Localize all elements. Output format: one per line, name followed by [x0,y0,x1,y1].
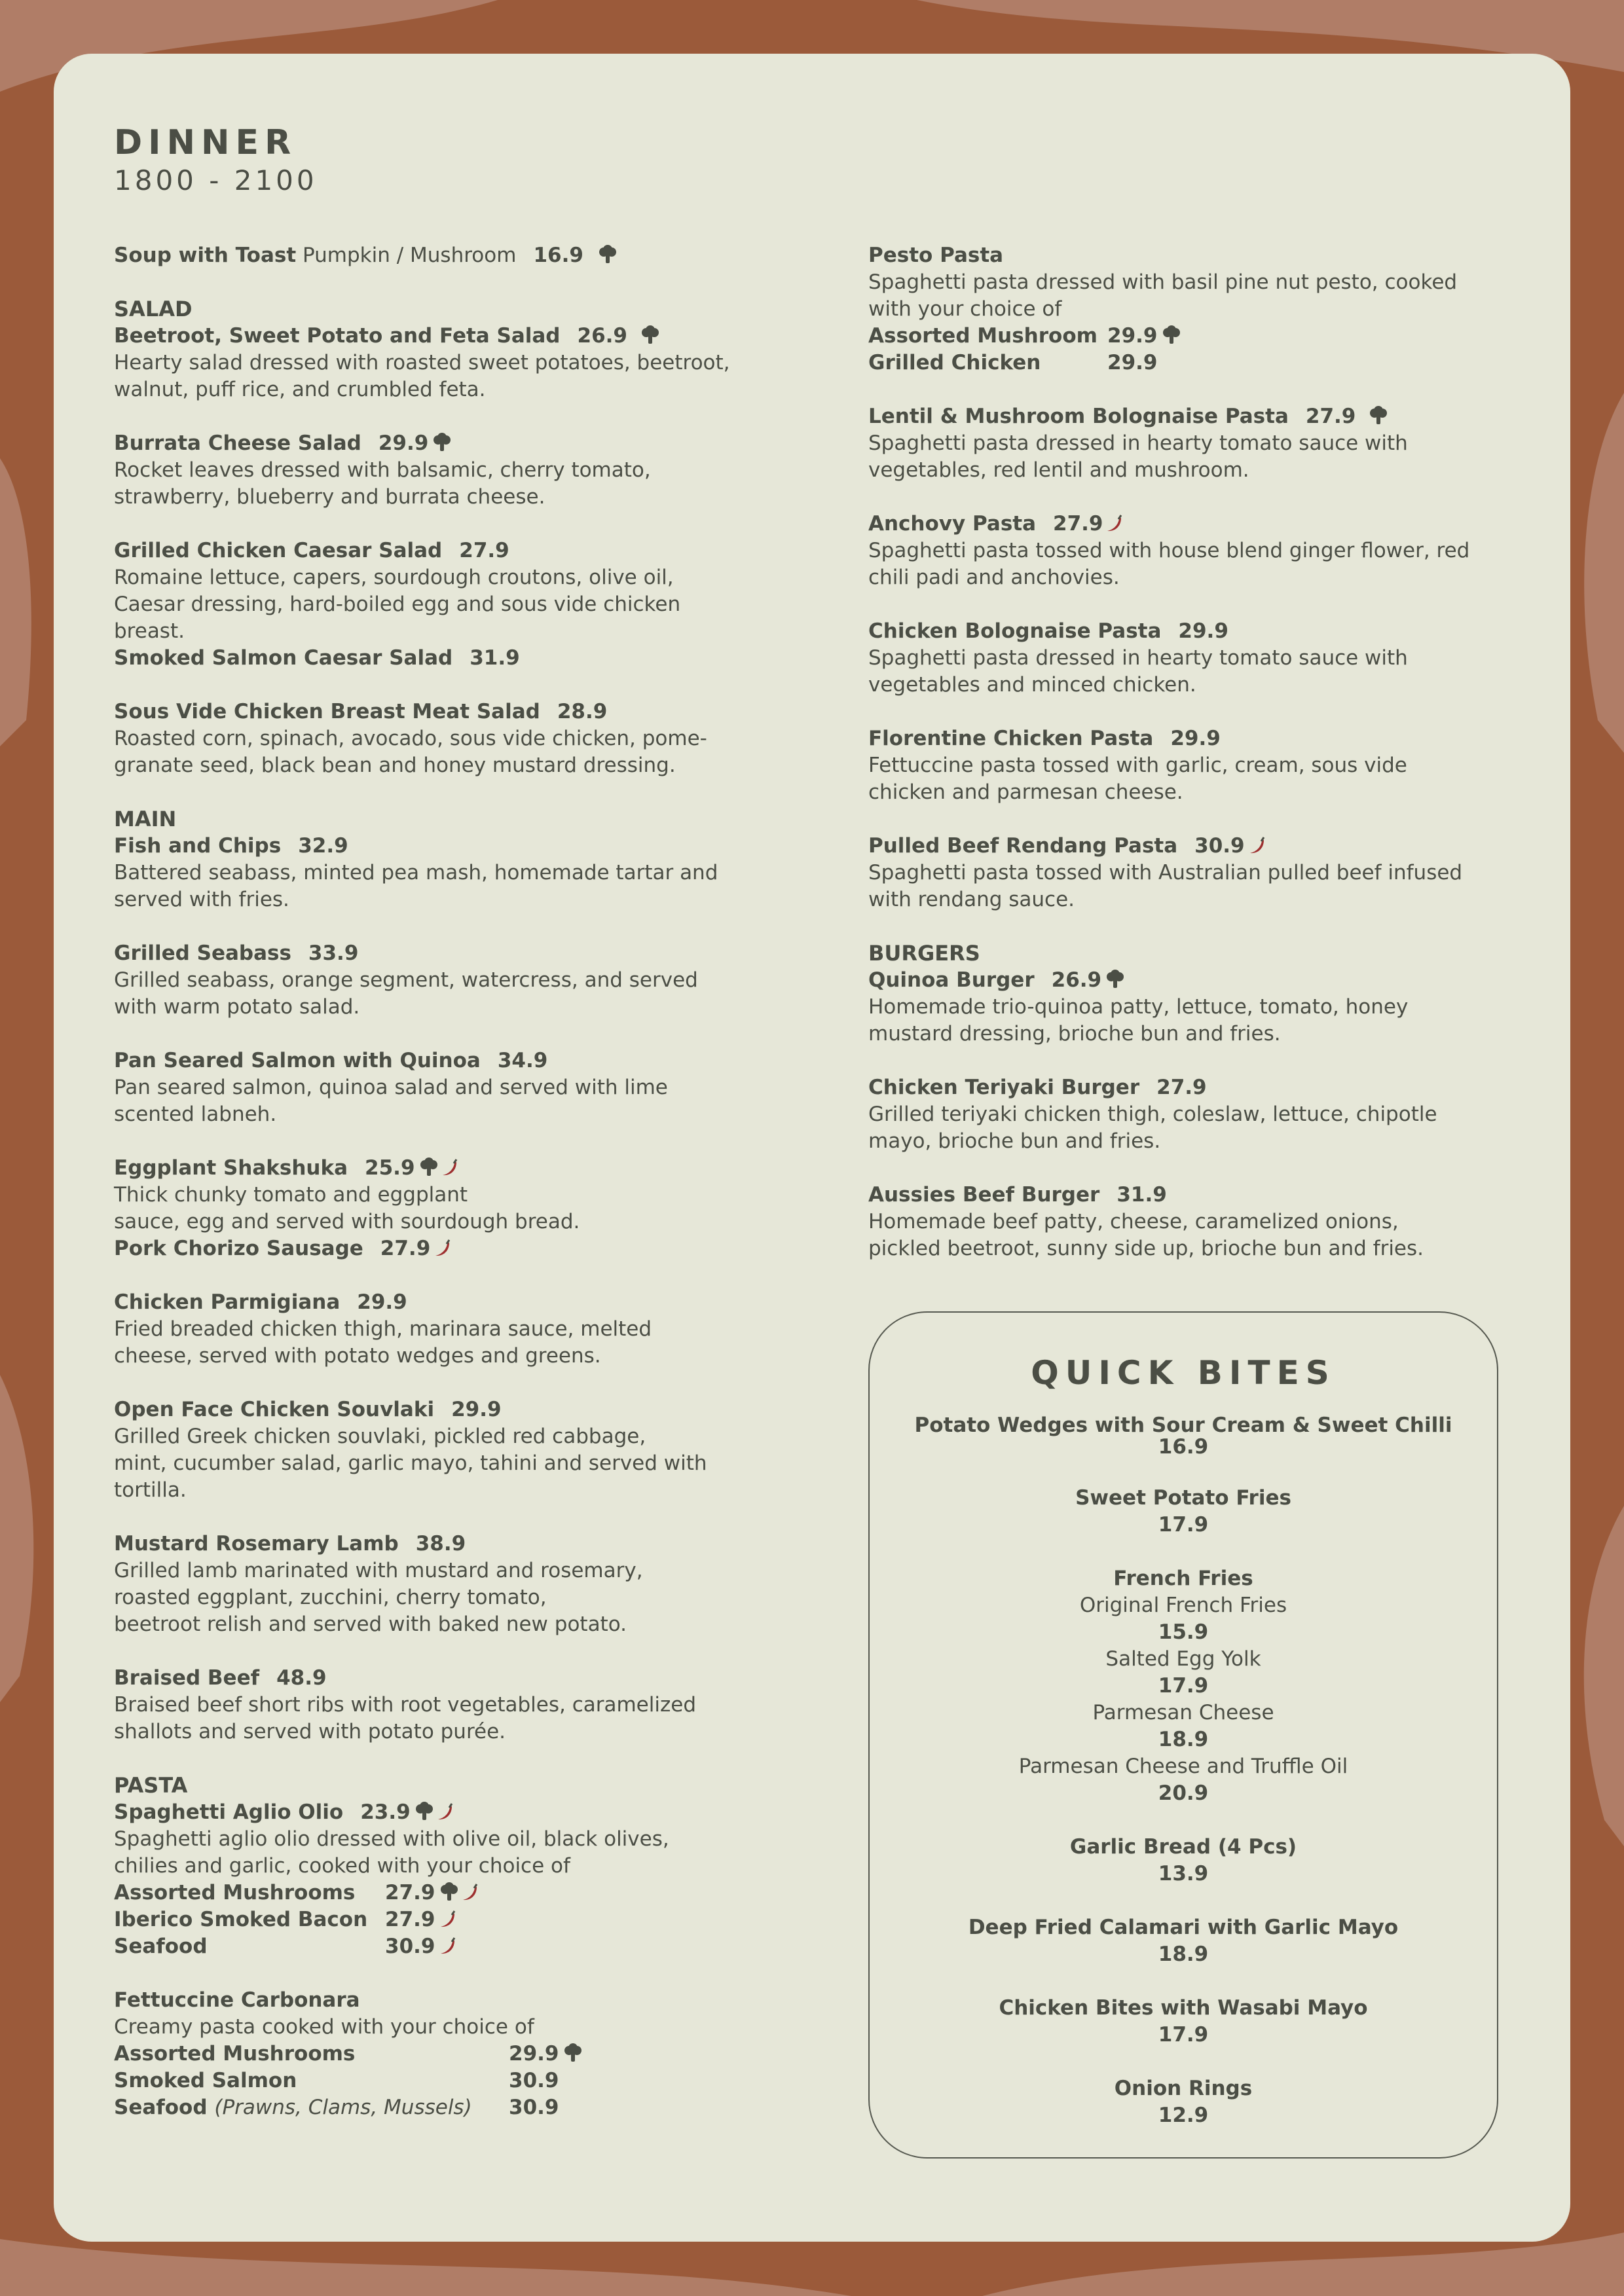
menu-item-name: Grilled Chicken Caesar Salad 27.9 [114,539,509,562]
menu-item-desc: Spaghetti pasta dressed in hearty tomato sauce with [868,646,1408,670]
chili-icon [439,1157,458,1177]
quick-bite-name: Chicken Bites with Wasabi Mayo [999,1996,1368,2020]
broccoli-icon [432,433,452,452]
menu-item-desc: Grilled Greek chicken souvlaki, pickled red cabbage, [114,1425,646,1448]
item-name: Soup with Toast [114,244,297,267]
broccoli-icon [1105,970,1125,989]
menu-item-desc: chilies and garlic, cooked with your choice of [114,1854,570,1878]
menu-item-desc: Creamy pasta cooked with your choice of [114,2015,534,2039]
menu-item-desc: cheese, served with potato wedges and greens. [114,1344,601,1368]
menu-item-desc: walnut, puff rice, and crumbled feta. [114,378,486,401]
broccoli-icon [640,325,660,345]
menu-item-desc: Spaghetti pasta dressed with basil pine nut pesto, cooked [868,270,1458,294]
menu-item-desc: sauce, egg and served with sourdough bread. [114,1210,580,1233]
menu-item-name: Pork Chorizo Sausage 27.9 [114,1235,782,1262]
menu-item-desc: mayo, brioche bun and fries. [868,1129,1161,1153]
menu-item-desc: Spaghetti pasta tossed with house blend ginger flower, red [868,539,1470,562]
broccoli-icon [1369,406,1388,426]
menu-item-desc: chicken and parmesan cheese. [868,780,1183,804]
quick-bite-price: 17.9 [1158,1513,1209,1537]
menu-item-desc: Battered seabass, minted pea mash, homemade tartar and [114,861,718,884]
menu-item-name: Chicken Teriyaki Burger 27.9 [868,1076,1207,1099]
menu-item-desc: with warm potato salad. [114,995,360,1019]
menu-item-desc: Homemade beef patty, cheese, caramelized onions, [868,1210,1399,1233]
menu-item-desc: Rocket leaves dressed with balsamic, cherry tomato, [114,458,651,482]
menu-item-desc: mustard dressing, brioche bun and fries. [868,1022,1281,1046]
menu-item-name: Beetroot, Sweet Potato and Feta Salad 26.9 [114,323,782,350]
quick-bite-price: 17.9 [1158,1674,1209,1698]
broccoli-icon [1162,325,1181,345]
menu-item-desc: granate seed, black bean and honey mustard dressing. [114,754,676,777]
menu-option: Seafood (Prawns, Clams, Mussels) 30.9 [114,2096,559,2119]
menu-item-desc: Fried breaded chicken thigh, marinara sauce, melted [114,1317,652,1341]
chili-icon [1103,513,1123,533]
menu-item-desc: Pan seared salmon, quinoa salad and served with lime [114,1076,668,1099]
menu-option: Grilled Chicken 29.9 [868,351,1158,374]
menu-item-desc: pickled beetroot, sunny side up, brioche bun and fries. [868,1237,1424,1260]
section-heading-salad: SALAD [114,297,193,321]
menu-item-desc: with your choice of [868,297,1062,321]
quick-bite-name: Onion Rings [1114,2077,1253,2100]
menu-item-name: Braised Beef 48.9 [114,1666,327,1690]
menu-option: Iberico Smoked Bacon 27.9 [114,1906,782,1933]
menu-item-desc: vegetables and minced chicken. [868,673,1196,697]
menu-item-name: Spaghetti Aglio Olio 23.9 [114,1799,782,1826]
menu-item-name: Quinoa Burger 26.9 [868,967,1530,994]
menu-item-name: Grilled Seabass 33.9 [114,941,359,965]
menu-item-desc: Braised beef short ribs with root vegetables, caramelized [114,1693,696,1717]
menu-item-desc: Grilled teriyaki chicken thigh, coleslaw, lettuce, chipotle [868,1102,1437,1126]
menu-item-desc: Spaghetti pasta tossed with Australian pulled beef infused [868,861,1463,884]
section-heading-main: MAIN [114,807,177,831]
broccoli-icon [563,2043,583,2063]
menu-item-desc: strawberry, blueberry and burrata cheese. [114,485,545,509]
menu-item-desc: shallots and served with potato purée. [114,1720,506,1743]
menu-item-name: Pesto Pasta [868,244,1004,267]
broccoli-icon [419,1157,439,1177]
menu-option: Seafood 30.9 [114,1933,782,1960]
chili-icon [434,1802,454,1821]
broccoli-icon [439,1882,459,1902]
menu-item-desc: with rendang sauce. [868,888,1075,911]
section-heading-burgers: BURGERS [868,941,980,966]
quick-bite-price: 18.9 [1158,1728,1209,1751]
menu-item-desc: vegetables, red lentil and mushroom. [868,458,1249,482]
menu-item-name: Chicken Parmigiana 29.9 [114,1290,407,1314]
menu-item-desc: tortilla. [114,1478,187,1502]
menu-item-name: Burrata Cheese Salad 29.9 [114,430,782,457]
menu-item-desc: chili padi and anchovies. [868,566,1120,589]
quick-bite-name: Sweet Potato Fries [1075,1486,1291,1510]
quick-bite-name: French Fries [1113,1567,1253,1590]
menu-item-desc: breast. [114,619,185,643]
menu-header [114,123,318,199]
menu-item-name: Chicken Bolognaise Pasta 29.9 [868,619,1228,643]
menu-item-desc: Spaghetti aglio olio dressed with olive oil, black olives, [114,1827,669,1851]
menu-item-name: Aussies Beef Burger 31.9 [868,1183,1167,1207]
quick-bites-title: QUICK BITES [1031,1354,1336,1392]
quick-bite-price: 15.9 [1158,1620,1209,1644]
menu-item-desc: Fettuccine pasta tossed with garlic, cream, sous vide [868,754,1407,777]
chili-icon [1246,835,1266,855]
menu-item-name: Anchovy Pasta 27.9 [868,511,1530,538]
menu-item-desc: Caesar dressing, hard-boiled egg and sous vide chicken [114,592,681,616]
quick-bite-price: 18.9 [1158,1942,1209,1966]
menu-item-desc: Spaghetti pasta dressed in hearty tomato sauce with [868,431,1408,455]
menu-option: Assorted Mushrooms 29.9 [114,2041,782,2068]
quick-bite-price: 16.9 [1158,1435,1209,1459]
menu-item-desc: Hearty salad dressed with roasted sweet potatoes, beetroot, [114,351,730,374]
menu-item-name: Lentil & Mushroom Bolognaise Pasta 27.9 [868,403,1530,430]
menu-item-desc: Grilled lamb marinated with mustard and rosemary, [114,1559,643,1582]
menu-option: Smoked Salmon 30.9 [114,2069,559,2092]
option-note: (Prawns, Clams, Mussels) [214,2096,472,2119]
item-options: Pumpkin / Mushroom [303,244,517,267]
menu-option: Assorted Mushroom 29.9 [868,323,1530,350]
soup-item [114,242,782,269]
menu-item-desc: Thick chunky tomato and eggplant [114,1183,468,1207]
menu-item-desc: Homemade trio-quinoa patty, lettuce, tomato, honey [868,995,1409,1019]
quick-bite-variant: Original French Fries [1079,1594,1287,1617]
menu-item-name: Sous Vide Chicken Breast Meat Salad 28.9 [114,700,608,723]
quick-bite-variant: Parmesan Cheese [1092,1701,1274,1724]
menu-item-name: Open Face Chicken Souvlaki 29.9 [114,1398,502,1421]
quick-bites-box [868,1311,1498,2159]
menu-item-name: Smoked Salmon Caesar Salad 31.9 [114,646,520,670]
item-price: 16.9 [533,244,583,267]
chili-icon [432,1238,451,1258]
broccoli-icon [598,245,618,264]
chili-icon [437,1909,456,1929]
menu-item-desc: mint, cucumber salad, garlic mayo, tahini and served with [114,1451,707,1475]
menu-item-desc: Romaine lettuce, capers, sourdough croutons, olive oil, [114,566,674,589]
menu-item-name: Mustard Rosemary Lamb 38.9 [114,1532,466,1556]
page-title: DINNER [114,123,297,162]
quick-bite-price: 13.9 [1158,1862,1209,1886]
quick-bite-price: 12.9 [1158,2104,1209,2127]
chili-icon [437,1936,456,1956]
menu-item-name: Pulled Beef Rendang Pasta 30.9 [868,833,1530,860]
menu-item-name: Florentine Chicken Pasta 29.9 [868,727,1221,750]
quick-bite-price: 17.9 [1158,2023,1209,2047]
broccoli-icon [415,1802,434,1821]
menu-item-desc: Grilled seabass, orange segment, watercress, and served [114,968,698,992]
left-column [114,242,782,2121]
quick-bite-variant: Salted Egg Yolk [1105,1647,1261,1671]
section-heading-pasta: PASTA [114,1773,188,1798]
service-hours: 1800 - 2100 [114,164,318,196]
menu-item-desc: roasted eggplant, zucchini, cherry tomato, [114,1586,547,1609]
menu-item-desc: served with fries. [114,888,289,911]
menu-item-desc: beetroot relish and served with baked new potato. [114,1613,627,1636]
menu-item-desc: scented labneh. [114,1102,277,1126]
quick-bite-price: 20.9 [1158,1781,1209,1805]
quick-bite-name: Garlic Bread (4 Pcs) [1069,1835,1297,1859]
chili-icon [459,1882,479,1902]
quick-bite-variant: Parmesan Cheese and Truffle Oil [1018,1755,1348,1778]
menu-item-name: Pan Seared Salmon with Quinoa 34.9 [114,1049,548,1072]
menu-item-desc: Roasted corn, spinach, avocado, sous vide chicken, pome- [114,727,707,750]
quick-bite-name: Potato Wedges with Sour Cream & Sweet Chilli [914,1413,1452,1437]
menu-item-name: Fettuccine Carbonara [114,1988,360,2012]
menu-option: Assorted Mushrooms 27.9 [114,1880,782,1906]
right-column [868,242,1530,1262]
menu-item-name: Fish and Chips 32.9 [114,834,348,858]
quick-bite-name: Deep Fried Calamari with Garlic Mayo [968,1916,1399,1939]
menu-item-name: Eggplant Shakshuka 25.9 [114,1155,782,1182]
